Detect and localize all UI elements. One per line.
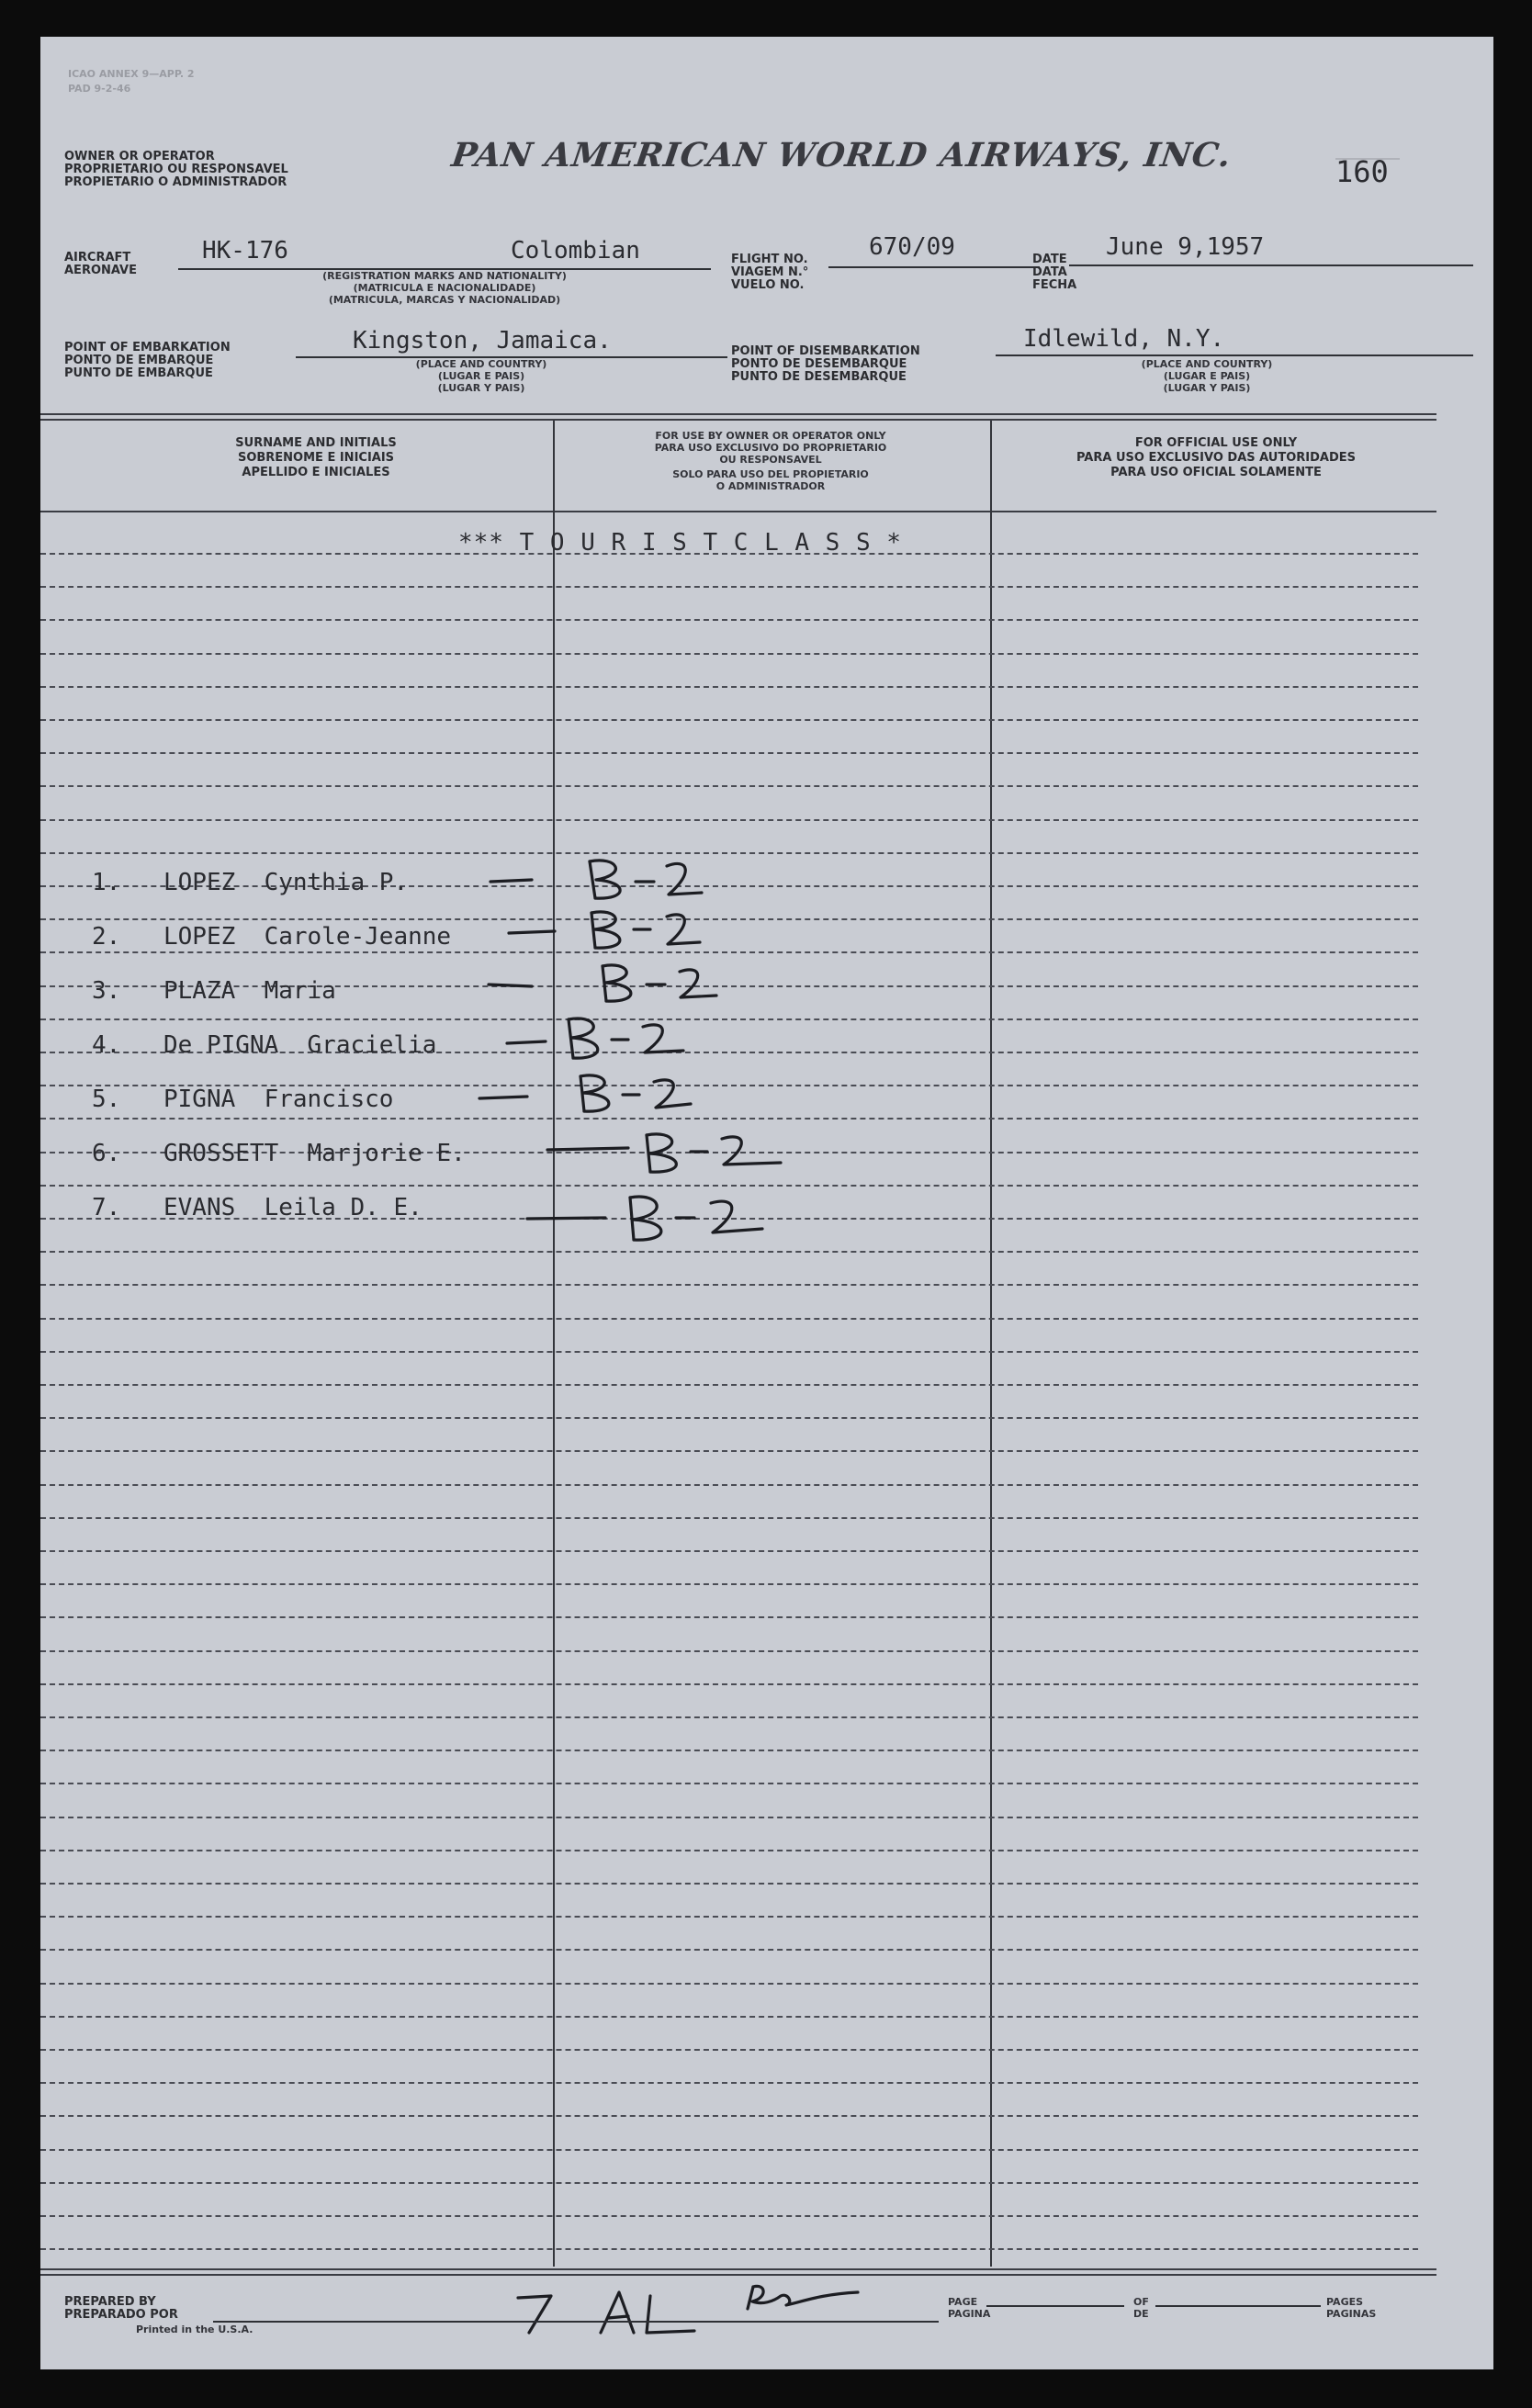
date-label-pt: DATA bbox=[1032, 265, 1067, 279]
passenger-number: 6. bbox=[92, 1140, 121, 1167]
passenger-name: PLAZA Maria bbox=[163, 977, 336, 1005]
aircraft-registration: HK-176 bbox=[202, 237, 288, 264]
passenger-number: 3. bbox=[92, 977, 121, 1005]
disembark-label-es: PUNTO DE DESEMBARQUE bbox=[731, 370, 907, 384]
disembarkation-point: Idlewild, N.Y. bbox=[1023, 325, 1225, 353]
col2-header-2: PARA USO EXCLUSIVO DO PROPRIETARIO bbox=[654, 442, 887, 454]
registration-caption-2: (MATRICULA E NACIONALIDADE) bbox=[353, 282, 536, 294]
date-label-en: DATE bbox=[1032, 253, 1067, 266]
visa-mark-3 bbox=[489, 965, 716, 1001]
page-underline bbox=[986, 2305, 1124, 2307]
col3-header-en: FOR OFFICIAL USE ONLY bbox=[1134, 436, 1298, 450]
printed-in-usa: Printed in the U.S.A. bbox=[136, 2324, 253, 2335]
passenger-number: 5. bbox=[92, 1086, 121, 1113]
passenger-name: LOPEZ Cynthia P. bbox=[163, 869, 409, 896]
passenger-number: 1. bbox=[92, 869, 121, 896]
table-bottom-border-2 bbox=[40, 2274, 1436, 2276]
col2-header-4: SOLO PARA USO DEL PROPIETARIO bbox=[672, 468, 869, 480]
embark-label-pt: PONTO DE EMBARQUE bbox=[64, 354, 214, 367]
flight-label-es: VUELO NO. bbox=[731, 278, 805, 292]
col1-header-pt: SOBRENOME E INICIAIS bbox=[237, 451, 395, 465]
of-label-pt: DE bbox=[1133, 2308, 1149, 2320]
embark-label-es: PUNTO DE EMBARQUE bbox=[64, 366, 213, 380]
visa-mark-2 bbox=[509, 912, 700, 948]
col1-header-en: SURNAME AND INITIALS bbox=[235, 436, 397, 450]
passenger-name: PIGNA Francisco bbox=[163, 1086, 394, 1113]
passenger-name: De PIGNA Gracielia bbox=[163, 1031, 437, 1059]
prepared-underline bbox=[213, 2321, 939, 2323]
passenger-name: EVANS Leila D. E. bbox=[163, 1194, 422, 1221]
visa-mark-5 bbox=[479, 1075, 691, 1111]
footer-handwritten-count bbox=[518, 2298, 702, 2335]
table-bottom-border-1 bbox=[40, 2268, 1436, 2270]
page-number: 160 bbox=[1335, 154, 1389, 189]
embarkation-point: Kingston, Jamaica. bbox=[353, 327, 612, 354]
passenger-name: GROSSETT Marjorie E. bbox=[163, 1140, 466, 1167]
owner-label-pt: PROPRIETARIO OU RESPONSAVEL bbox=[64, 163, 288, 176]
of-label-en: OF bbox=[1133, 2296, 1149, 2308]
of-underline bbox=[1155, 2305, 1321, 2307]
col3-header-pt: PARA USO EXCLUSIVO DAS AUTORIDADES bbox=[1076, 451, 1357, 465]
flight-date: June 9,1957 bbox=[1106, 233, 1265, 261]
passenger-number: 7. bbox=[92, 1194, 121, 1221]
flight-number: 670/09 bbox=[869, 233, 955, 261]
embark-caption-2: (LUGAR E PAIS) bbox=[437, 370, 525, 382]
visa-marks bbox=[40, 37, 1493, 2369]
prepared-label-pt: PREPARADO POR bbox=[64, 2308, 178, 2322]
disembark-caption-2: (LUGAR E PAIS) bbox=[1163, 370, 1251, 382]
registration-caption-1: (REGISTRATION MARKS AND NATIONALITY) bbox=[322, 270, 567, 282]
aircraft-label-pt: AERONAVE bbox=[64, 264, 138, 277]
disembark-caption-1: (PLACE AND COUNTRY) bbox=[1141, 358, 1273, 370]
embark-label-en: POINT OF EMBARKATION bbox=[64, 341, 231, 354]
page-label-en: PAGE bbox=[948, 2296, 978, 2308]
col1-header-es: APELLIDO E INICIALES bbox=[242, 466, 390, 479]
visa-mark-6 bbox=[547, 1134, 781, 1172]
aircraft-nationality: Colombian bbox=[511, 237, 640, 264]
passenger-number: 4. bbox=[92, 1031, 121, 1059]
flight-label-pt: VIAGEM N.° bbox=[731, 265, 809, 279]
date-label-es: FECHA bbox=[1032, 278, 1077, 292]
page-label-pt: PAGINA bbox=[948, 2308, 991, 2320]
registration-caption-3: (MATRICULA, MARCAS Y NACIONALIDAD) bbox=[328, 294, 561, 306]
col2-header-5: O ADMINISTRADOR bbox=[715, 480, 826, 492]
pages-label-pt: PAGINAS bbox=[1326, 2308, 1377, 2320]
flight-label-en: FLIGHT NO. bbox=[731, 253, 808, 266]
prepared-label-en: PREPARED BY bbox=[64, 2295, 156, 2309]
visa-mark-1 bbox=[490, 861, 702, 898]
disembark-label-pt: PONTO DE DESEMBARQUE bbox=[731, 357, 907, 371]
form-ref-line-2: PAD 9-2-46 bbox=[68, 83, 131, 95]
owner-label-en: OWNER OR OPERATOR bbox=[64, 150, 215, 163]
passenger-number: 2. bbox=[92, 923, 121, 951]
col2-header-1: FOR USE BY OWNER OR OPERATOR ONLY bbox=[655, 430, 886, 442]
passenger-name: LOPEZ Carole-Jeanne bbox=[163, 923, 452, 951]
disembark-label-en: POINT OF DISEMBARKATION bbox=[731, 344, 920, 358]
visa-mark-7 bbox=[527, 1197, 762, 1240]
manifest-sheet bbox=[40, 37, 1493, 2369]
class-banner: *** T O U R I S T C L A S S * bbox=[458, 529, 902, 557]
visa-mark-4 bbox=[507, 1018, 683, 1058]
pages-label-en: PAGES bbox=[1326, 2296, 1364, 2308]
disembark-caption-3: (LUGAR Y PAIS) bbox=[1163, 382, 1251, 394]
company-name: PAN AMERICAN WORLD AIRWAYS, INC. bbox=[449, 136, 1234, 174]
aircraft-label-en: AIRCRAFT bbox=[64, 251, 131, 264]
col2-header-3: OU RESPONSAVEL bbox=[719, 454, 822, 466]
form-ref-line-1: ICAO ANNEX 9—APP. 2 bbox=[68, 68, 195, 80]
col3-header-es: PARA USO OFICIAL SOLAMENTE bbox=[1110, 466, 1322, 479]
embark-caption-1: (PLACE AND COUNTRY) bbox=[415, 358, 547, 370]
owner-label-es: PROPIETARIO O ADMINISTRADOR bbox=[64, 175, 287, 189]
embark-caption-3: (LUGAR Y PAIS) bbox=[437, 382, 525, 394]
